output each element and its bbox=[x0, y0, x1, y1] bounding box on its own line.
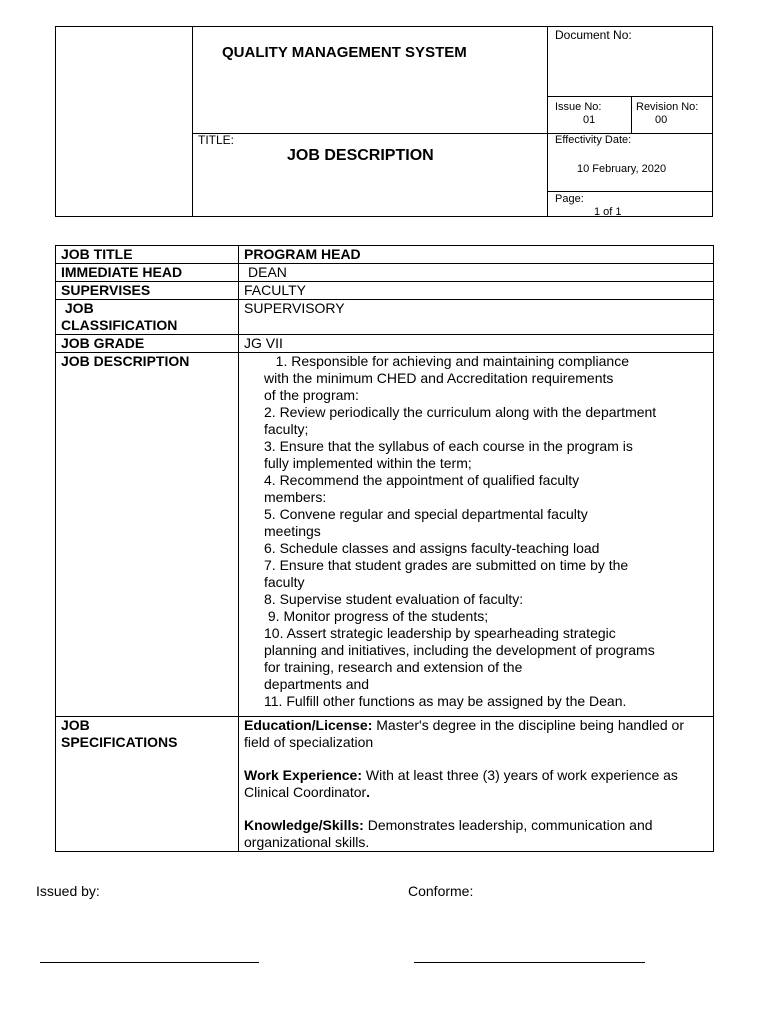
grade-label: JOB GRADE bbox=[56, 335, 239, 353]
description-line: with the minimum CHED and Accreditation requirements bbox=[264, 370, 614, 386]
issued-by-signature-line bbox=[40, 962, 259, 963]
grade-value: JG VII bbox=[239, 335, 714, 353]
description-list bbox=[239, 353, 714, 717]
description-line: faculty; bbox=[264, 421, 309, 437]
header-divider bbox=[192, 133, 713, 134]
description-line: meetings bbox=[264, 523, 321, 539]
education-spec bbox=[244, 717, 708, 751]
table-row bbox=[56, 246, 714, 264]
description-line: 8. Supervise student evaluation of faculty: bbox=[264, 591, 524, 607]
effectivity-value: 10 February, 2020 bbox=[577, 163, 667, 175]
job-title-value: PROGRAM HEAD bbox=[239, 246, 714, 264]
table-row bbox=[56, 717, 714, 852]
conforme-signature-line bbox=[414, 962, 645, 963]
classification-value: SUPERVISORY bbox=[239, 300, 714, 335]
table-row bbox=[56, 335, 714, 353]
page-label: Page: bbox=[555, 193, 584, 205]
job-description-table bbox=[55, 245, 714, 852]
description-line: planning and initiatives, including the development of programs bbox=[264, 642, 655, 658]
classification-label-line: JOB bbox=[61, 300, 94, 316]
description-line: members: bbox=[264, 489, 327, 505]
experience-spec bbox=[244, 767, 708, 801]
classification-label bbox=[56, 300, 239, 335]
description-line: faculty bbox=[264, 574, 305, 590]
supervises-value: FACULTY bbox=[239, 282, 714, 300]
skills-value: Demonstrates leadership, communication and organizational skills. bbox=[244, 817, 653, 850]
header-divider bbox=[547, 191, 713, 192]
table-row bbox=[56, 282, 714, 300]
title-label: TITLE: bbox=[198, 133, 235, 147]
page-value: 1 of 1 bbox=[594, 206, 622, 218]
header-divider bbox=[547, 27, 548, 216]
experience-end: . bbox=[366, 784, 371, 800]
revision-no-label: Revision No: bbox=[636, 101, 699, 113]
immediate-head-value: DEAN bbox=[239, 264, 714, 282]
issue-no-label: Issue No: bbox=[555, 101, 602, 113]
document-title: JOB DESCRIPTION bbox=[287, 147, 434, 164]
document-no-label: Document No: bbox=[555, 28, 632, 42]
description-line: 10. Assert strategic leadership by spearheading strategic bbox=[264, 625, 616, 641]
header-divider bbox=[631, 96, 632, 133]
description-line: 9. Monitor progress of the students; bbox=[264, 608, 489, 624]
table-row bbox=[56, 264, 714, 282]
specifications-content bbox=[239, 717, 714, 852]
description-line: departments and bbox=[264, 676, 370, 692]
header-divider bbox=[547, 96, 713, 97]
specifications-label-line: JOB bbox=[61, 717, 90, 733]
supervises-label: SUPERVISES bbox=[56, 282, 239, 300]
description-line: 1. Responsible for achieving and maintaining compliance bbox=[264, 353, 629, 369]
description-line: 7. Ensure that student grades are submitted on time by the bbox=[264, 557, 629, 573]
classification-label-line: CLASSIFICATION bbox=[61, 317, 178, 333]
skills-label: Knowledge/Skills: bbox=[244, 817, 364, 833]
document-header bbox=[55, 26, 713, 217]
experience-value: With at least three (3) years of work experience as Clinical Coordinator bbox=[244, 767, 678, 800]
education-label: Education/License: bbox=[244, 717, 373, 733]
description-line: 11. Fulfill other functions as may be assigned by the Dean. bbox=[264, 693, 627, 709]
conforme-label: Conforme: bbox=[408, 883, 474, 899]
description-line: fully implemented within the term; bbox=[264, 455, 472, 471]
description-line: 3. Ensure that the syllabus of each course in the program is bbox=[264, 438, 633, 454]
system-title: QUALITY MANAGEMENT SYSTEM bbox=[222, 44, 467, 61]
issued-by-label: Issued by: bbox=[36, 883, 100, 899]
specifications-label bbox=[56, 717, 239, 852]
experience-label: Work Experience: bbox=[244, 767, 363, 783]
description-line: 4. Recommend the appointment of qualified faculty bbox=[264, 472, 580, 488]
effectivity-label: Effectivity Date: bbox=[555, 134, 632, 146]
table-row bbox=[56, 300, 714, 335]
description-line: 5. Convene regular and special departmental faculty bbox=[264, 506, 588, 522]
description-line: 2. Review periodically the curriculum along with the department bbox=[264, 404, 657, 420]
table-row bbox=[56, 353, 714, 717]
description-label: JOB DESCRIPTION bbox=[56, 353, 239, 717]
issue-no-value: 01 bbox=[583, 114, 596, 126]
header-divider bbox=[192, 27, 193, 216]
immediate-head-label: IMMEDIATE HEAD bbox=[56, 264, 239, 282]
specifications-label-line: SPECIFICATIONS bbox=[61, 734, 178, 750]
description-line: for training, research and extension of the bbox=[264, 659, 523, 675]
revision-no-value: 00 bbox=[655, 114, 668, 126]
education-value: Master's degree in the discipline being handled or field of specialization bbox=[244, 717, 685, 750]
job-title-label: JOB TITLE bbox=[56, 246, 239, 264]
skills-spec bbox=[244, 817, 708, 851]
description-line: of the program: bbox=[264, 387, 359, 403]
description-line: 6. Schedule classes and assigns faculty-teaching load bbox=[264, 540, 600, 556]
